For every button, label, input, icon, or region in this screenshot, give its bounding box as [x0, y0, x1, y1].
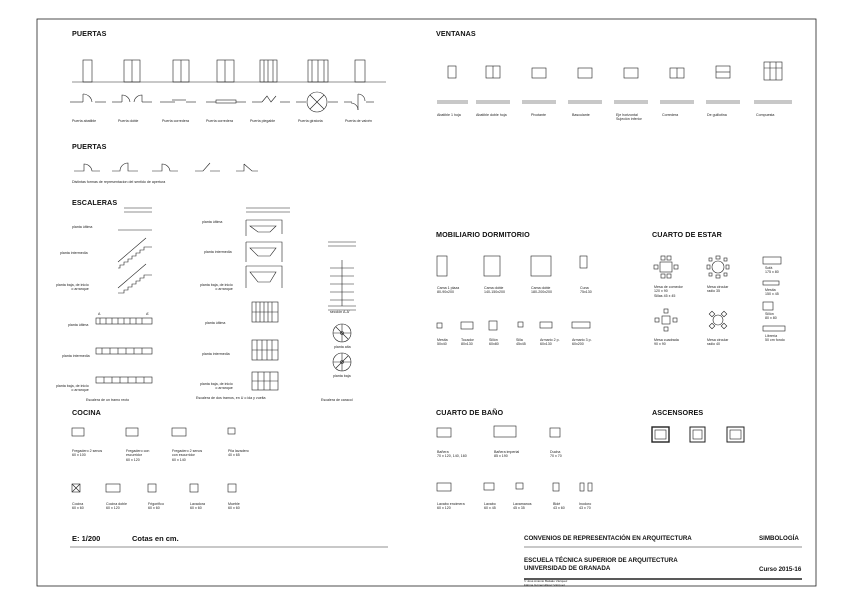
- ventanas-label: Abatible doble hoja: [476, 113, 507, 117]
- bedroom-label: Cama doble 180-200x200: [531, 286, 552, 295]
- kitchen-label: Mueble 60 x 60: [228, 502, 240, 511]
- ventanas-label: Basculante: [572, 113, 590, 117]
- heading-ventanas: VENTANAS: [436, 29, 476, 38]
- door-opening-variants: [74, 163, 258, 171]
- stair-caption: Escalera de dos tramos, en U o ida y vuelta: [196, 396, 266, 400]
- bathroom-label: Lavamanos 45 x 35: [513, 502, 532, 511]
- puertas-label: Puerta doble: [118, 119, 139, 123]
- living-label: Mesa circular radio 40: [707, 338, 729, 347]
- kitchen-label: Pila lavadero 40 x 65: [228, 449, 249, 458]
- bedroom-label: Armario 3 p. 60x200: [572, 338, 592, 347]
- heading-puertas-2: PUERTAS: [72, 142, 107, 151]
- stair-label: sección A-A': [330, 310, 350, 314]
- bedroom-label: Cama 1 plaza 80-90x200: [437, 286, 460, 295]
- stair-label: planta baja: [333, 374, 351, 378]
- bathroom-label: Inodoro 43 x 70: [579, 502, 592, 511]
- windows-elevation-symbols: [448, 62, 782, 80]
- bedroom-label: Cuna 75x130: [580, 286, 592, 295]
- puertas-label: Puerta corredera: [162, 119, 189, 123]
- stair-label: planta última: [72, 225, 93, 229]
- heading-escaleras: ESCALERAS: [72, 198, 118, 207]
- stair-label: planta intermedia: [204, 250, 232, 254]
- bedroom-label: Cama doble 140-150x200: [484, 286, 505, 295]
- sheet-border: [37, 19, 816, 586]
- living-label: Sillón 80 x 80: [765, 312, 777, 321]
- authors-credit: © José Antonio Balsalo Vázquez Fátima Gómez-Pérez Vázquez: [524, 579, 568, 587]
- stair-label: planta última: [68, 323, 89, 327]
- ventanas-label: Corredera: [662, 113, 679, 117]
- ventanas-label: Pivotante: [531, 113, 546, 117]
- elevator-symbols: [652, 427, 744, 442]
- bathroom-label: Ducha 70 x 70: [550, 450, 562, 459]
- kitchen-symbols: [72, 428, 236, 492]
- ventanas-label: Eje horizontal Sujeción inferior: [616, 113, 642, 122]
- living-label: Mesita 150 x 45: [765, 288, 779, 297]
- stair-label: planta baja, de inicio o arranque: [56, 283, 89, 292]
- ventanas-label: Compuesta: [756, 113, 775, 117]
- kitchen-label: Frigorífico 60 x 60: [148, 502, 164, 511]
- kitchen-label: Lavadora 60 x 60: [190, 502, 205, 511]
- stair-label: planta intermedia: [202, 352, 230, 356]
- doors-elevation-symbols: [72, 60, 386, 82]
- living-label: Mesa cuadrada 90 x 90: [654, 338, 679, 347]
- heading-cocina: COCINA: [72, 408, 101, 417]
- kitchen-label: Fregadero 2 senos con escurridor 60 x 140: [172, 449, 203, 462]
- bedroom-label: Armario 2 p. 60x130: [540, 338, 560, 347]
- puertas-label: Puerta plegable: [250, 119, 276, 123]
- living-label: Mesa circular radio 35: [707, 285, 729, 294]
- stair-label: planta alta: [334, 345, 351, 349]
- cut-mark: A: [98, 312, 101, 316]
- windows-plan-symbols: [437, 101, 792, 103]
- spiral-stair-drawings: [328, 242, 356, 371]
- course-label: Curso 2015-16: [759, 566, 802, 573]
- living-label: Mesa de comedor 120 x 90 Sillas 45 x 45: [654, 285, 683, 298]
- bedroom-label: Silla 45x45: [516, 338, 526, 347]
- stair-label: planta intermedia: [60, 251, 88, 255]
- simbologia-label: SIMBOLOGÍA: [759, 535, 799, 542]
- heading-cuarto-bano: CUARTO DE BAÑO: [436, 408, 504, 417]
- sheet-title: CONVENIOS DE REPRESENTACIÓN EN ARQUITECTURA: [524, 535, 692, 542]
- school-name: ESCUELA TÉCNICA SUPERIOR DE ARQUITECTURA: [524, 557, 678, 564]
- bathroom-label: Bañera imperial 85 x 190: [494, 450, 520, 459]
- bathroom-label: Bidé 43 x 60: [553, 502, 565, 511]
- u-stair-drawings: [246, 208, 290, 390]
- bathroom-label: Bañera 70 x 120, 140, 160: [437, 450, 467, 459]
- puertas-label: Puerta corredera: [206, 119, 233, 123]
- living-label: Sofá 175 x 80: [765, 266, 779, 275]
- heading-puertas: PUERTAS: [72, 29, 107, 38]
- heading-cuarto-estar: CUARTO DE ESTAR: [652, 230, 722, 239]
- ventanas-label: De guillotina: [707, 113, 727, 117]
- footer-rules: [70, 547, 802, 579]
- university-name: UNIVERSIDAD DE GRANADA: [524, 565, 611, 572]
- ventanas-label: Abatible 1 hoja: [437, 113, 461, 117]
- stair-label: planta baja, de inicio o arranque: [200, 382, 233, 391]
- stair-caption: Escalera de caracol: [321, 398, 353, 402]
- kitchen-label: Fregadero 2 senos 60 x 100: [72, 449, 103, 458]
- straight-stair-drawings: [96, 208, 152, 383]
- heading-ascensores: ASCENSORES: [652, 408, 704, 417]
- kitchen-label: Cocina doble 60 x 120: [106, 502, 127, 511]
- bedroom-label: Sillón 60x80: [489, 338, 499, 347]
- heading-mobiliario: MOBILIARIO DORMITORIO: [436, 230, 530, 239]
- stair-label: planta última: [205, 321, 226, 325]
- bathroom-label: Lavabo 60 x 45: [484, 502, 496, 511]
- cut-mark: A': [146, 312, 150, 316]
- kitchen-label: Cocina 60 x 60: [72, 502, 84, 511]
- stair-caption: Escalera de un tramo recto: [86, 398, 130, 402]
- living-label: Librería 50 cm fondo: [765, 334, 785, 343]
- doors-plan-symbols: [70, 92, 374, 112]
- bathroom-label: Lavabo encimera 60 x 120: [437, 502, 465, 511]
- stair-label: planta intermedia: [62, 354, 90, 358]
- puertas-label: Puerta abatible: [72, 119, 97, 123]
- bedroom-label: Mesita 50x40: [437, 338, 448, 347]
- stair-label: planta última: [202, 220, 223, 224]
- puertas2-caption: Distintas formas de representacion del sentido de apertura: [72, 180, 166, 184]
- stair-label: planta baja, de inicio o arranque: [200, 283, 233, 292]
- bedroom-label: Tocador 80x130: [461, 338, 474, 347]
- puertas-label: Puerta de vaivén: [345, 119, 372, 123]
- kitchen-label: Fregadero con escurridor 60 x 120: [126, 449, 150, 462]
- scale-label: E: 1/200: [72, 534, 101, 543]
- stair-label: planta baja, de inicio o arranque: [56, 384, 89, 393]
- units-label: Cotas en cm.: [132, 534, 179, 543]
- bedroom-furniture-symbols: [437, 256, 590, 330]
- puertas-label: Puerta giratoria: [298, 119, 323, 123]
